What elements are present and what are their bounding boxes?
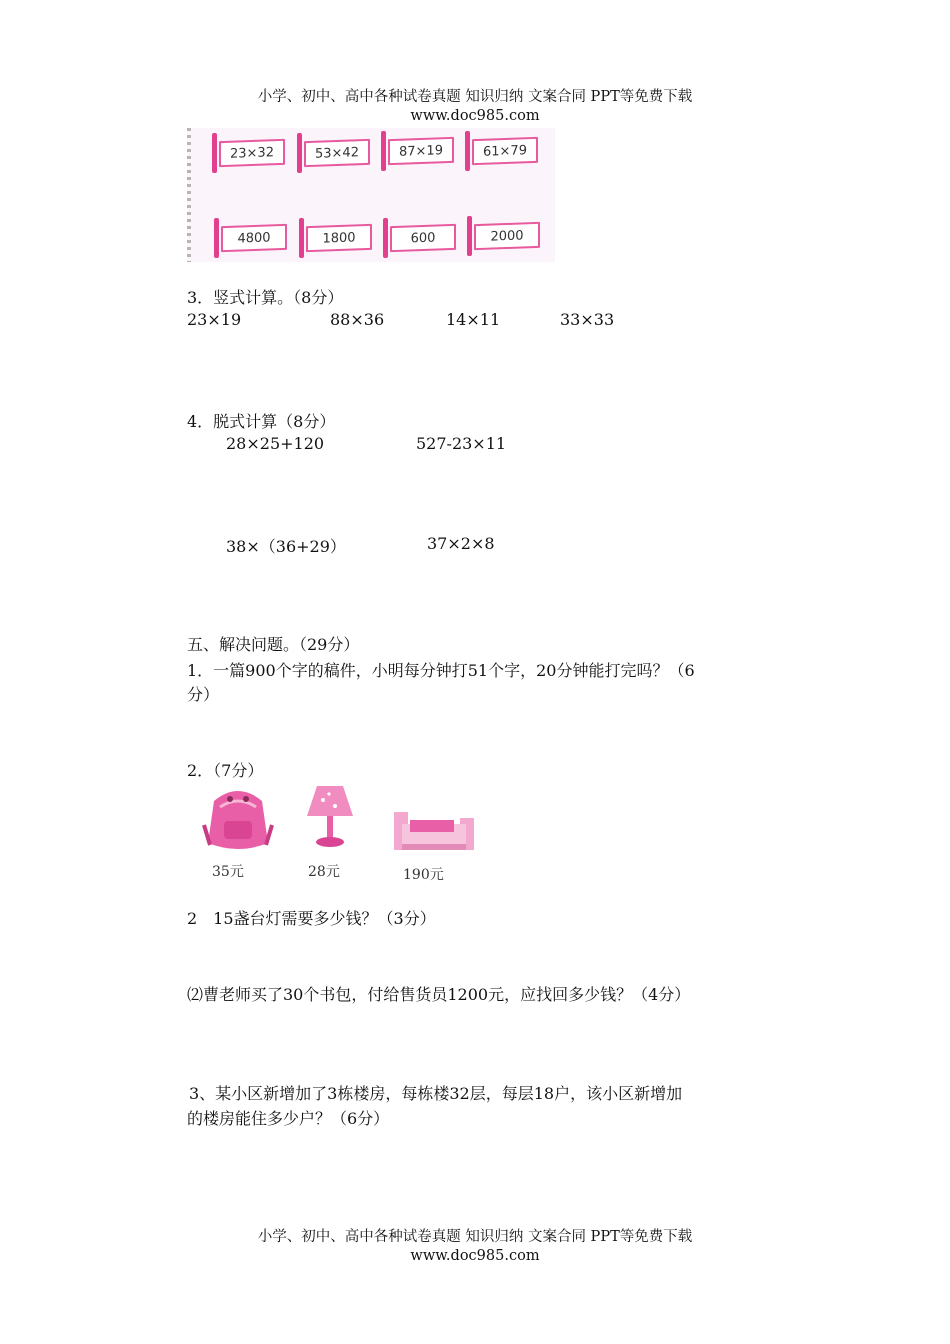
flag-top-2 — [297, 133, 375, 173]
flag-pole — [383, 218, 388, 258]
dotted-line — [187, 128, 191, 262]
flag-pole — [467, 216, 472, 256]
footer-url: www.doc985.com — [410, 1248, 540, 1264]
flag-top-1 — [212, 133, 290, 173]
flag-pole — [297, 133, 302, 173]
problem3-text: 3、某小区新增加了3栋楼房，每栋楼32层，每层18户，该小区新增加 — [189, 1084, 683, 1103]
header-url: www.doc985.com — [410, 108, 540, 124]
q4-expr-2: 527-23×11 — [416, 434, 507, 453]
bed-price: 190元 — [403, 867, 444, 883]
flag-pole — [299, 218, 304, 258]
flag-top-3 — [381, 131, 459, 171]
footer-banner: 小学、初中、高中各种试卷真题 知识归纳 文案合同 PPT等免费下载 — [257, 1229, 693, 1245]
flag-bottom-2 — [299, 218, 377, 258]
flag-label: 4800 — [221, 224, 287, 252]
flag-bottom-1 — [214, 218, 292, 258]
q3-item-2: 88×36 — [330, 310, 385, 329]
flag-label: 61×79 — [472, 137, 538, 165]
problem2-sub2: ⑵曹老师买了30个书包，付给售货员1200元，应找回多少钱？（4分） — [187, 985, 691, 1004]
flag-pole — [465, 131, 470, 171]
q3-item-3: 14×11 — [446, 310, 501, 329]
q3-item-1: 23×19 — [187, 310, 242, 329]
flag-top-4 — [465, 131, 543, 171]
lamp-icon — [305, 782, 355, 858]
header-banner: 小学、初中、高中各种试卷真题 知识归纳 文案合同 PPT等免费下载 — [257, 89, 693, 105]
backpack-price: 35元 — [212, 864, 244, 880]
flag-label: 23×32 — [219, 139, 285, 167]
flag-label: 600 — [390, 224, 456, 252]
section5-title: 五、解决问题。（29分） — [187, 635, 360, 654]
problem2-sub1: 2 15盏台灯需要多少钱？（3分） — [187, 909, 436, 928]
q3-title: 3．竖式计算。（8分） — [187, 288, 344, 307]
flag-label: 1800 — [306, 224, 372, 252]
flag-bottom-3 — [383, 218, 461, 258]
backpack-icon — [200, 785, 276, 857]
flag-pole — [381, 131, 386, 171]
bed-icon — [392, 800, 476, 856]
q4-expr-1: 28×25+120 — [226, 434, 325, 453]
flag-label: 87×19 — [388, 137, 454, 165]
flag-label: 53×42 — [304, 139, 370, 167]
flag-label: 2000 — [474, 222, 540, 250]
q4-expr-3: 38×（36+29） — [226, 537, 346, 556]
problem3-text-cont: 的楼房能住多少户？（6分） — [187, 1109, 390, 1128]
flag-bottom-4 — [467, 216, 545, 256]
problem1-text: 1．一篇900个字的稿件，小明每分钟打51个字，20分钟能打完吗？（6 — [187, 661, 695, 680]
q4-expr-4: 37×2×8 — [427, 534, 495, 553]
problem1-text-cont: 分） — [187, 685, 220, 704]
problem2-title: 2．（7分） — [187, 761, 264, 780]
q3-item-4: 33×33 — [560, 310, 615, 329]
q4-title: 4．脱式计算（8分） — [187, 412, 336, 431]
flag-pole — [212, 133, 217, 173]
lamp-price: 28元 — [308, 864, 340, 880]
flag-matching-image — [187, 128, 555, 262]
flag-pole — [214, 218, 219, 258]
